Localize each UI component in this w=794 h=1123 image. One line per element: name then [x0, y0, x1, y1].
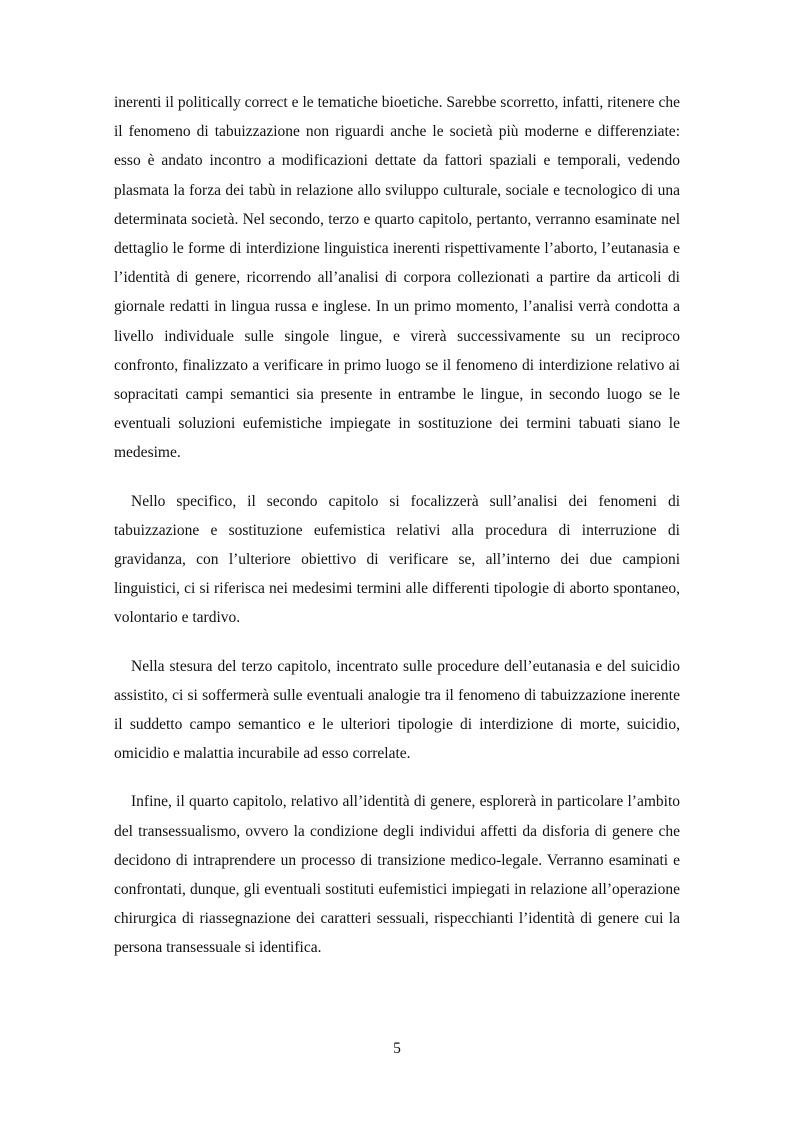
paragraph-second-chapter: Nello specifico, il secondo capitolo si focalizzerà sull’analisi dei fenomeni di tabuizzazione e sostituzione eufemistica relativi alla procedura di interruzione di gravidanza, con l’ulteriore obiettivo di verificare se, all’interno dei due campioni linguistici, ci si riferisca nei medesimi termini alle differenti tipologie di aborto spontaneo, volontario e tardivo.	[114, 492, 680, 627]
paragraph-continuation: inerenti il politically correct e le tematiche bioetiche. Sarebbe scorretto, infatti, ritenere che il fenomeno di tabuizzazione non riguardi anche le società più moderne e differenziate: esso è andato incontro a modificazioni dettate da fattori spaziali e temporali, vedendo plasmata la forza dei tabù in relazione allo sviluppo culturale, sociale e tecnologico di una determinata società. Nel secondo, terzo e quarto capitolo, pertanto, verranno esaminate nel dettaglio le forme di interdizione linguistica inerenti rispettivamente l’aborto, l’eutanasia e l’identità di genere, ricorrendo all’analisi di corpora collezionati a partire da articoli di giornale redatti in lingua russa e inglese. In un primo momento, l’analisi verrà condotta a livello individuale sulle singole lingue, e virerà successivamente su un reciproco confronto, finalizzato a verificare in primo luogo se il fenomeno di interdizione relativo ai sopracitati campi semantici sia presente in entrambe le lingue, in secondo luogo se le eventuali soluzioni eufemistiche impiegate in sostituzione dei termini tabuati siano le medesime.	[114, 94, 680, 462]
page-number: 5	[393, 1040, 401, 1057]
body-text	[114, 88, 680, 982]
paragraph-third-chapter: Nella stesura del terzo capitolo, incentrato sulle procedure dell’eutanasia e del suicidio assistito, ci si soffermerà sulle eventuali analogie tra il fenomeno di tabuizzazione inerente il suddetto campo semantico e le ulteriori tipologie di interdizione di morte, suicidio, omicidio e malattia incurabile ad esso correlate.	[114, 657, 680, 763]
paragraph-fourth-chapter: Infine, il quarto capitolo, relativo all’identità di genere, esplorerà in particolare l’ambito del transessualismo, ovvero la condizione degli individui affetti da disforia di genere che decidono di intraprendere un processo di transizione medico-legale. Verranno esaminati e confrontati, dunque, gli eventuali sostituti eufemistici impiegati in relazione all’operazione chirurgica di riassegnazione dei caratteri sessuali, rispecchianti l’identità di genere cui la persona transessuale si identifica.	[114, 793, 680, 957]
